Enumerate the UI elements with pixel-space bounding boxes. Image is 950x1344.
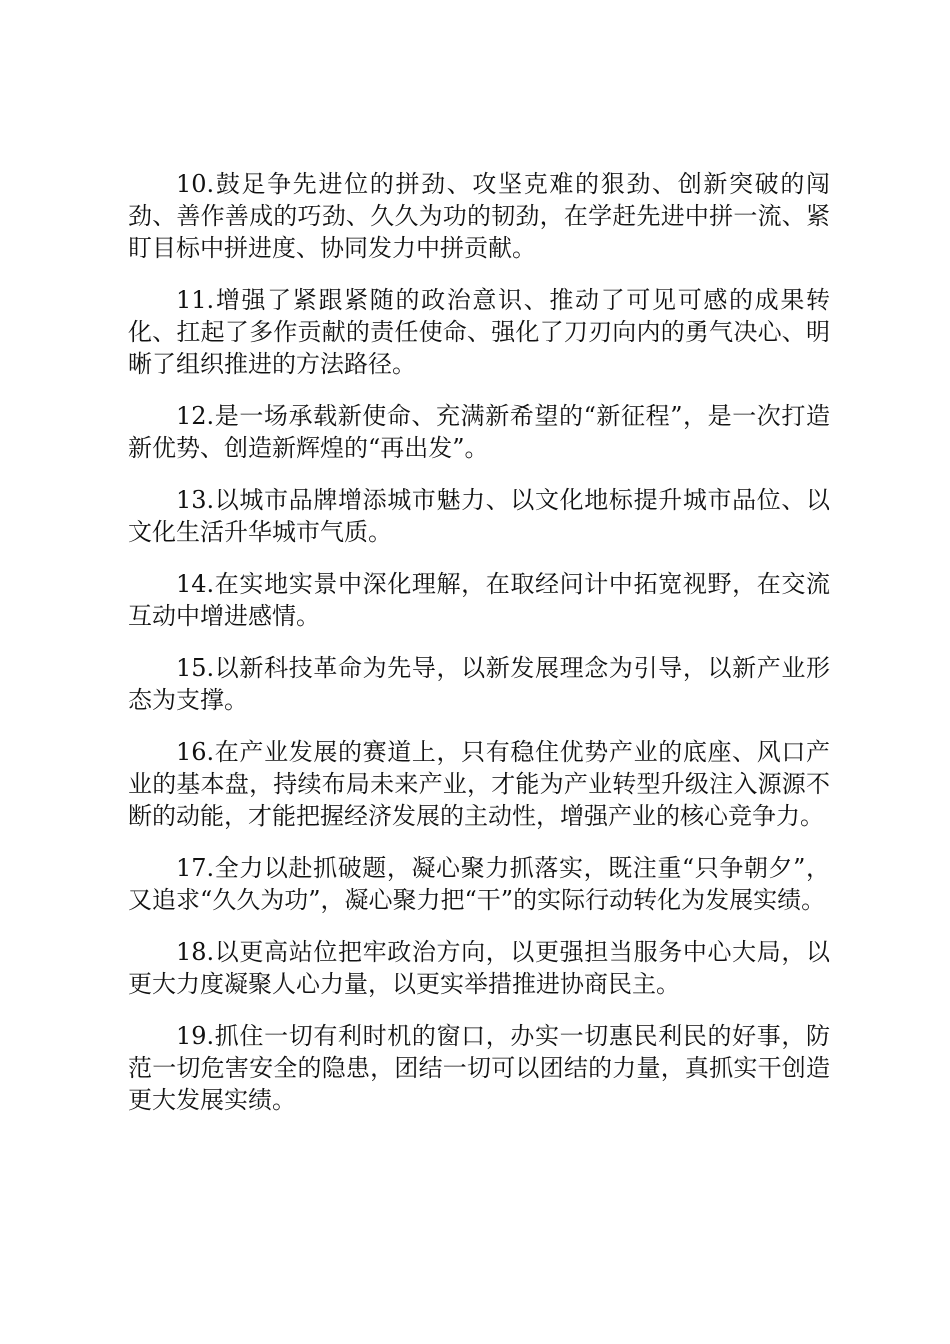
paragraph-12: 12.是一场承载新使命、充满新希望的“新征程”，是一次打造新优势、创造新辉煌的“再出发”。 (128, 402, 830, 462)
paragraph-13: 13.以城市品牌增添城市魅力、以文化地标提升城市品位、以文化生活升华城市气质。 (128, 486, 830, 546)
paragraph-10: 10.鼓足争先进位的拼劲、攻坚克难的狠劲、创新突破的闯劲、善作善成的巧劲、久久为功的韧劲，在学赶先进中拼一流、紧盯目标中拼进度、协同发力中拼贡献。 (128, 170, 830, 262)
paragraph-18: 18.以更高站位把牢政治方向，以更强担当服务中心大局，以更大力度凝聚人心力量，以更实举措推进协商民主。 (128, 938, 830, 998)
document-body (128, 168, 830, 1136)
paragraph-19: 19.抓住一切有利时机的窗口，办实一切惠民利民的好事，防范一切危害安全的隐患，团结一切可以团结的力量，真抓实干创造更大发展实绩。 (128, 1022, 830, 1114)
paragraph-15: 15.以新科技革命为先导，以新发展理念为引导，以新产业形态为支撑。 (128, 654, 830, 714)
paragraph-14: 14.在实地实景中深化理解，在取经问计中拓宽视野，在交流互动中增进感情。 (128, 570, 830, 630)
paragraph-11: 11.增强了紧跟紧随的政治意识、推动了可见可感的成果转化、扛起了多作贡献的责任使命、强化了刀刃向内的勇气决心、明晰了组织推进的方法路径。 (128, 286, 830, 378)
paragraph-17: 17.全力以赴抓破题，凝心聚力抓落实，既注重“只争朝夕”，又追求“久久为功”，凝心聚力把“干”的实际行动转化为发展实绩。 (128, 854, 830, 914)
paragraph-16: 16.在产业发展的赛道上，只有稳住优势产业的底座、风口产业的基本盘，持续布局未来产业，才能为产业转型升级注入源源不断的动能，才能把握经济发展的主动性，增强产业的核心竞争力。 (128, 738, 830, 830)
